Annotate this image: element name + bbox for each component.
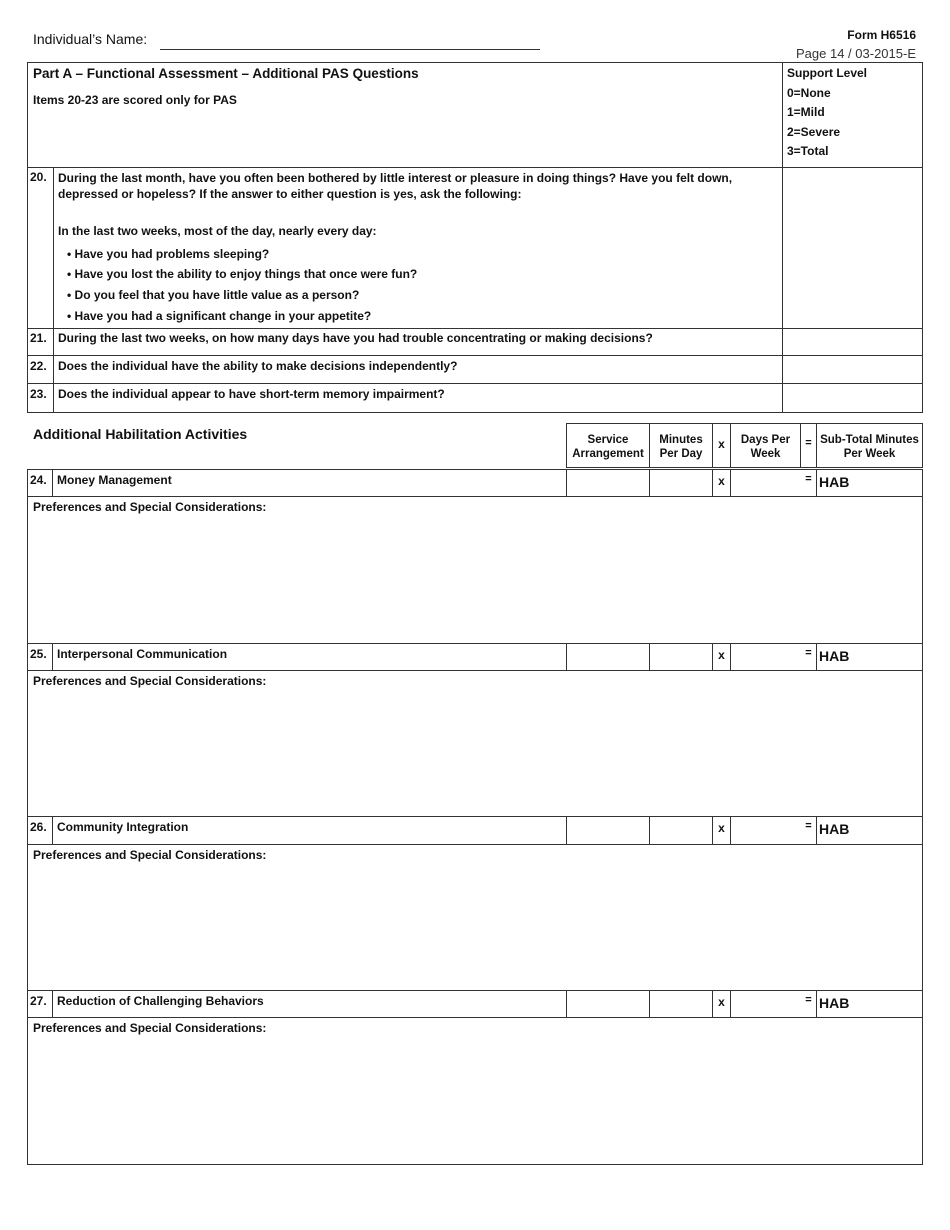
question-21-text: During the last two weeks, on how many days have you had trouble concentrating or making decisions? <box>58 331 653 345</box>
question-22-number: 22. <box>30 359 47 373</box>
question-20-number: 20. <box>30 170 47 184</box>
support-level-0: 0=None <box>787 86 831 100</box>
question-20-bullet-3: • Do you feel that you have little value as a person? <box>67 288 360 302</box>
activity-26-minutes-per-day[interactable] <box>650 817 712 844</box>
question-20-bullet-1: • Have you had problems sleeping? <box>67 247 270 261</box>
activity-25-preferences-label: Preferences and Special Considerations: <box>33 674 267 688</box>
activity-24-equals: = <box>805 473 812 485</box>
form-number: Form H6516 <box>847 28 916 42</box>
activity-27-preferences-field[interactable] <box>30 1037 920 1163</box>
activity-24-number: 24. <box>30 473 47 487</box>
activity-25-subtotal-code: HAB <box>819 648 850 664</box>
activity-27-service-arrangement[interactable] <box>567 991 649 1017</box>
page-info: Page 14 / 03-2015-E <box>796 46 916 61</box>
activity-27-name: Reduction of Challenging Behaviors <box>57 994 264 1008</box>
question-23-text: Does the individual appear to have short-term memory impairment? <box>58 387 445 401</box>
activity-26-days-per-week[interactable] <box>731 817 800 844</box>
question-23-score[interactable] <box>783 384 922 412</box>
question-23-number: 23. <box>30 387 47 401</box>
activity-24-subtotal-code: HAB <box>819 474 850 490</box>
activity-26-name: Community Integration <box>57 820 189 834</box>
activity-25-equals: = <box>805 647 812 659</box>
activity-25-minutes-per-day[interactable] <box>650 644 712 670</box>
question-22-text: Does the individual have the ability to make decisions independently? <box>58 359 458 373</box>
activity-26-times: x <box>718 821 725 835</box>
activity-27-equals: = <box>805 994 812 1006</box>
part-a-title: Part A – Functional Assessment – Additional PAS Questions <box>33 66 419 81</box>
activity-25-service-arrangement[interactable] <box>567 644 649 670</box>
activity-26-number: 26. <box>30 820 47 834</box>
activity-24-minutes-per-day[interactable] <box>650 470 712 496</box>
individual-name-field[interactable] <box>160 49 540 50</box>
activity-27-days-per-week[interactable] <box>731 991 800 1017</box>
activity-25-preferences-field[interactable] <box>30 690 920 815</box>
activity-26-equals: = <box>805 820 812 832</box>
activity-24-preferences-field[interactable] <box>30 516 920 642</box>
activity-24-service-arrangement[interactable] <box>567 470 649 496</box>
question-20-score[interactable] <box>783 168 922 328</box>
question-21-score[interactable] <box>783 329 922 355</box>
part-a-subtitle: Items 20-23 are scored only for PAS <box>33 93 237 107</box>
col-days-per-week: Days Per Week <box>740 434 791 460</box>
activity-25-number: 25. <box>30 647 47 661</box>
question-20-text: During the last month, have you often been bothered by little interest or pleasure in doing things? Have you felt down, depressed or hopeless? If the answer to either question is yes, ask the following: <box>58 171 733 201</box>
activity-25-name: Interpersonal Communication <box>57 647 228 661</box>
col-minutes-per-day: Minutes Per Day <box>659 434 703 460</box>
activity-26-subtotal-code: HAB <box>819 821 850 837</box>
activity-25-times: x <box>718 648 725 662</box>
activity-27-number: 27. <box>30 994 47 1008</box>
question-21-number: 21. <box>30 331 47 345</box>
question-20-bullet-4: • Have you had a significant change in your appetite? <box>67 309 372 323</box>
activity-26-preferences-label: Preferences and Special Considerations: <box>33 848 267 862</box>
question-20-bullet-2: • Have you lost the ability to enjoy things that once were fun? <box>67 267 418 281</box>
col-times: x <box>718 437 725 451</box>
question-20-followup: In the last two weeks, most of the day, nearly every day: <box>58 224 377 238</box>
activity-27-minutes-per-day[interactable] <box>650 991 712 1017</box>
support-level-label: Support Level <box>787 66 868 80</box>
col-equals: = <box>805 437 812 449</box>
individual-name-label: Individual’s Name: <box>33 31 148 47</box>
support-level-1: 1=Mild <box>787 105 825 119</box>
activity-27-preferences-label: Preferences and Special Considerations: <box>33 1021 267 1035</box>
activity-27-times: x <box>718 995 725 1009</box>
activity-24-days-per-week[interactable] <box>731 470 800 496</box>
question-22-score[interactable] <box>783 356 922 383</box>
activity-26-service-arrangement[interactable] <box>567 817 649 844</box>
activity-26-preferences-field[interactable] <box>30 864 920 989</box>
col-subtotal: Sub-Total Minutes Per Week <box>820 434 919 460</box>
activity-24-times: x <box>718 474 725 488</box>
habilitation-title: Additional Habilitation Activities <box>33 426 248 442</box>
support-level-3: 3=Total <box>787 144 829 158</box>
col-service-arrangement: Service Arrangement <box>572 434 644 460</box>
support-level-2: 2=Severe <box>787 125 841 139</box>
activity-24-name: Money Management <box>57 473 172 487</box>
activity-25-days-per-week[interactable] <box>731 644 800 670</box>
activity-24-preferences-label: Preferences and Special Considerations: <box>33 500 267 514</box>
activity-27-subtotal-code: HAB <box>819 995 850 1011</box>
